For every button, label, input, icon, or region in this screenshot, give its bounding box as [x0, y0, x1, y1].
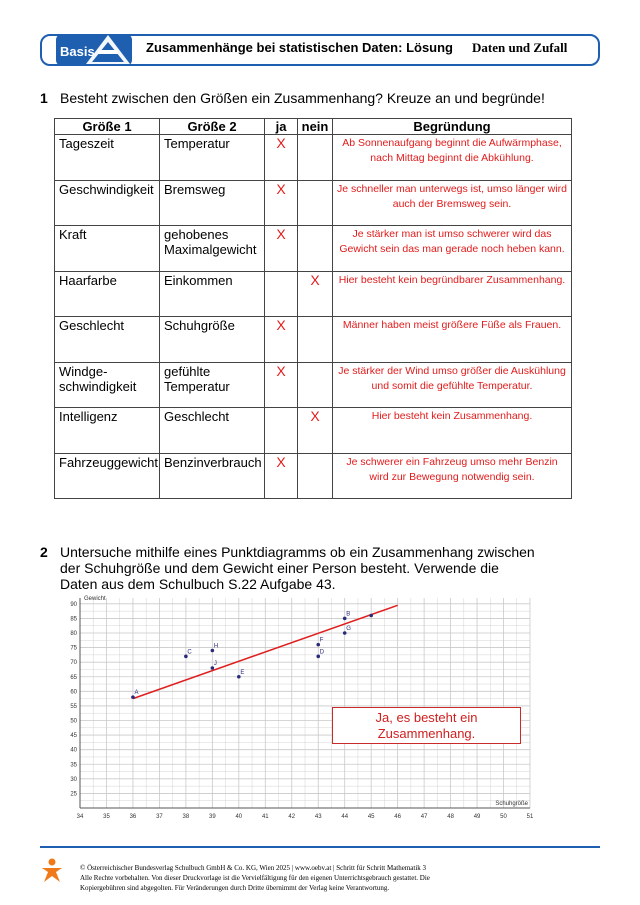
cell-groesse2: gehobenes Maximalgewicht — [160, 226, 265, 272]
question-2-text: Untersuche mithilfe eines Punktdiagramms ob ein Zusammenhang zwischen der Schuhgröße und dem Gewicht einer Person besteht. Verwende die Daten aus dem Schulbuch S.22 Aufgabe 43. — [60, 544, 535, 592]
cell-nein[interactable] — [298, 453, 333, 499]
cell-ja[interactable]: X — [265, 362, 298, 408]
footer-divider — [40, 846, 600, 848]
cell-begruendung: Je stärker der Wind umso größer die Auskühlung und somit die gefühlte Temperatur. — [333, 362, 572, 408]
y-tick-label: 40 — [70, 747, 77, 754]
column-header-begruendung: Begründung — [333, 119, 572, 135]
cell-groesse2: gefühlte Temperatur — [160, 362, 265, 408]
cell-begruendung: Hier besteht kein Zusammenhang. — [333, 408, 572, 454]
y-tick-label: 85 — [70, 616, 77, 623]
column-header-nein: nein — [298, 119, 333, 135]
cell-ja[interactable]: X — [265, 135, 298, 181]
data-point-label: G — [346, 626, 351, 632]
y-tick-label: 80 — [70, 631, 77, 637]
cell-groesse1: Windge-schwindigkeit — [55, 362, 160, 408]
cell-groesse1: Geschwindigkeit — [55, 180, 160, 226]
cell-groesse2: Geschlecht — [160, 408, 265, 454]
cell-ja[interactable] — [265, 271, 298, 317]
x-tick-label: 39 — [209, 814, 216, 820]
column-header-groesse2: Größe 2 — [160, 119, 265, 135]
cell-groesse2: Einkommen — [160, 271, 265, 317]
x-tick-label: 40 — [235, 814, 243, 820]
footer-line-3: Kopiergebühren sind abgegolten. Für Veränderungen durch Dritte übernimmt der Verlag keine Verantwortung. — [80, 884, 390, 892]
x-tick-label: 42 — [288, 814, 296, 820]
table-row — [55, 453, 572, 499]
cell-begruendung: Je schwerer ein Fahrzeug umso mehr Benzin wird zur Bewegung notwendig sein. — [333, 453, 572, 499]
oebv-logo-icon — [40, 858, 64, 884]
x-tick-label: 47 — [420, 814, 428, 820]
table-row — [55, 408, 572, 454]
y-tick-label: 55 — [70, 703, 77, 710]
cell-nein[interactable] — [298, 180, 333, 226]
x-tick-label: 46 — [394, 814, 401, 820]
data-point-label: D — [319, 649, 325, 656]
cell-groesse1: Fahrzeuggewicht — [55, 453, 160, 499]
y-tick-label: 70 — [70, 660, 77, 667]
y-tick-label: 60 — [70, 689, 77, 696]
data-point-label: A — [134, 690, 139, 697]
x-axis-label: Schuhgröße — [495, 801, 528, 807]
scatter-chart — [60, 590, 540, 822]
cell-nein[interactable]: X — [298, 271, 333, 317]
y-axis-label: Gewicht — [84, 596, 106, 602]
answer-box: Ja, es besteht ein Zusammenhang. — [332, 707, 521, 744]
correlation-table — [54, 118, 572, 499]
x-tick-label: 43 — [314, 814, 322, 820]
data-point-label: F — [319, 637, 324, 644]
column-header-ja: ja — [265, 119, 298, 135]
basis-logo — [56, 32, 132, 68]
question-2-number: 2 — [40, 544, 48, 560]
cell-groesse2: Schuhgröße — [160, 317, 265, 363]
table-header-row — [55, 119, 572, 135]
question-1-text: Besteht zwischen den Größen ein Zusammenhang? Kreuze an und begründe! — [60, 90, 545, 106]
cell-ja[interactable]: X — [265, 226, 298, 272]
cell-groesse1: Geschlecht — [55, 317, 160, 363]
footer-line-1: © Österreichischer Bundesverlag Schulbuch GmbH & Co. KG, Wien 2025 | www.oebv.at | Schritt für Schritt Mathematik 3 — [80, 864, 427, 872]
cell-nein[interactable] — [298, 135, 333, 181]
y-tick-label: 65 — [70, 674, 77, 681]
cell-begruendung: Hier besteht kein begründbarer Zusammenhang. — [333, 271, 572, 317]
data-point-label: C — [187, 649, 192, 656]
data-point — [369, 614, 373, 618]
cell-groesse2: Benzinverbrauch — [160, 453, 265, 499]
x-tick-label: 48 — [447, 814, 454, 820]
cell-nein[interactable] — [298, 317, 333, 363]
cell-begruendung: Je schneller man unterwegs ist, umso länger wird auch der Bremsweg sein. — [333, 180, 572, 226]
cell-begruendung: Männer haben meist größere Füße als Frauen. — [333, 317, 572, 363]
table-row — [55, 135, 572, 181]
cell-groesse2: Bremsweg — [160, 180, 265, 226]
table-row — [55, 180, 572, 226]
y-tick-label: 30 — [70, 776, 77, 783]
footer-line-2: Alle Rechte vorbehalten. Von dieser Druckvorlage ist die Vervielfältigung für den eigenen Unterrichtsgebrauch gestattet. Die — [80, 874, 430, 882]
cell-groesse1: Haarfarbe — [55, 271, 160, 317]
cell-groesse1: Kraft — [55, 226, 160, 272]
cell-ja[interactable]: X — [265, 453, 298, 499]
data-point-label: J — [213, 661, 217, 667]
question-1-number: 1 — [40, 90, 48, 106]
y-tick-label: 35 — [70, 762, 77, 769]
data-point-label: E — [240, 669, 245, 676]
x-tick-label: 41 — [261, 814, 269, 820]
x-tick-label: 38 — [182, 814, 190, 820]
x-tick-label: 50 — [500, 814, 507, 820]
table-row — [55, 317, 572, 363]
cell-groesse1: Tageszeit — [55, 135, 160, 181]
cell-ja[interactable]: X — [265, 180, 298, 226]
x-tick-label: 51 — [526, 814, 534, 820]
y-tick-label: 90 — [70, 601, 77, 608]
x-tick-label: 35 — [103, 814, 110, 820]
footer-text — [80, 863, 600, 893]
cell-ja[interactable] — [265, 408, 298, 454]
x-tick-label: 34 — [76, 814, 84, 820]
x-tick-label: 44 — [341, 814, 349, 820]
y-tick-label: 45 — [70, 733, 77, 740]
cell-begruendung: Je stärker man ist umso schwerer wird das Gewicht sein das man gerade noch heben kann. — [333, 226, 572, 272]
y-tick-label: 75 — [70, 645, 77, 652]
x-tick-label: 45 — [367, 814, 375, 820]
cell-groesse2: Temperatur — [160, 135, 265, 181]
x-tick-label: 37 — [156, 814, 163, 820]
x-tick-label: 36 — [129, 814, 137, 820]
x-tick-label: 49 — [473, 814, 481, 820]
y-tick-label: 50 — [70, 718, 77, 725]
subject-label: Daten und Zufall — [472, 40, 568, 55]
table-row — [55, 362, 572, 408]
data-point-label: B — [346, 611, 351, 618]
cell-ja[interactable]: X — [265, 317, 298, 363]
table-row — [55, 226, 572, 272]
column-header-groesse1: Größe 1 — [55, 119, 160, 135]
cell-nein[interactable] — [298, 362, 333, 408]
cell-nein[interactable] — [298, 226, 333, 272]
cell-groesse1: Intelligenz — [55, 408, 160, 454]
y-tick-label: 25 — [70, 791, 77, 798]
cell-begruendung: Ab Sonnenaufgang beginnt die Aufwärmphase, nach Mittag beginnt die Abkühlung. — [333, 135, 572, 181]
basis-label: Basis — [60, 44, 95, 59]
data-point-label: H — [213, 643, 219, 650]
cell-nein[interactable]: X — [298, 408, 333, 454]
table-row — [55, 271, 572, 317]
page-title: Zusammenhänge bei statistischen Daten: Lösung — [146, 40, 453, 55]
